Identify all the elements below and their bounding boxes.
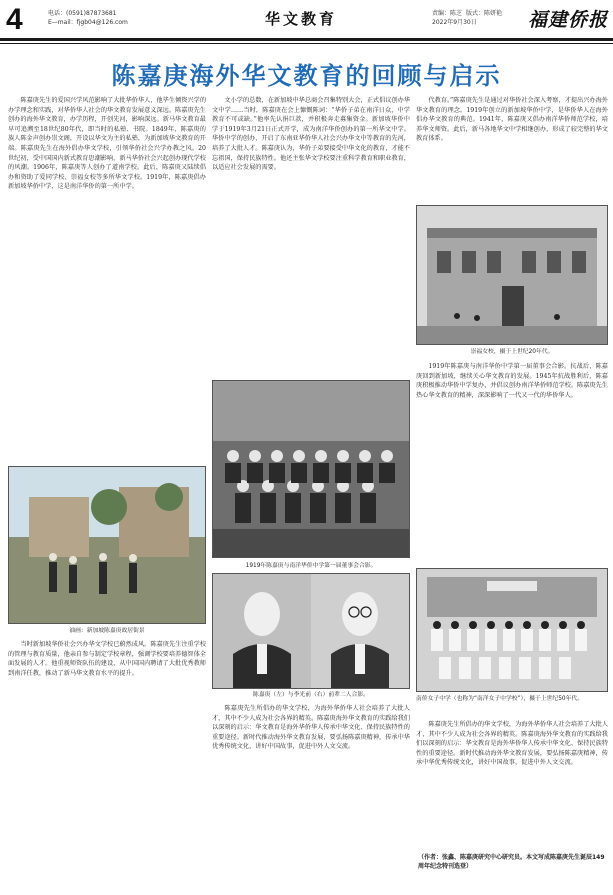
page-header — [0, 0, 613, 40]
header-rule — [0, 38, 613, 41]
email-text: E—mail：fjgb04@126.com — [48, 19, 128, 26]
author-footnote: （作者：张鑫、陈嘉庚研究中心研究员。本文写成陈嘉庚先生诞辰149周年纪念特刊选登） — [418, 854, 605, 870]
street-scene-painting — [8, 466, 206, 624]
portraits-caption: 陈嘉庚（左）与李光前（右）前辈二人合影。 — [253, 692, 369, 698]
group-illustration — [213, 381, 409, 557]
group-photo-caption: 1919年陈嘉庚与南洋华侨中学第一届董事会合影。 — [245, 563, 377, 569]
students-illustration — [417, 569, 607, 691]
column-5-text: 当时新加坡华侨社会兴办华文学校已蔚然成风。陈嘉庚先生注重学校的管理与教育质量，他亲自参与制定学校章程，强调学校要培养德智体全面发展的人才。他重视师资队伍的建设，从中国国内聘请了大批优秀教师到南洋任教，推动了新马华文教育水平的提升。 — [8, 641, 206, 677]
students-caption: 南侨女子中学（也称为“南洋女子中学校”），摄于上世纪50年代。 — [416, 696, 583, 702]
students-photo — [416, 568, 608, 692]
portraits-photo — [212, 573, 410, 689]
street-illustration — [9, 467, 205, 623]
body-column-1 — [8, 96, 206, 461]
body-column-4 — [416, 362, 608, 562]
column-2-text: 文小学的总数，在新加坡中华总商会召集特别大会，正式倡议创办华文中学……当时，陈嘉庚在会上慷慨陈词：“华侨子弟在南洋日众，中学教育不可或缺。”他率先认捐巨款，并积极奔走募集资金。新加坡华侨中学于1919年3月21日正式开学，成为南洋华侨创办的第一所华文中学。华侨中学的创办，开启了东南亚华侨华人社会兴办华文中等教育的先河，培养了大批人才。陈嘉庚认为，华侨子弟要接受中华文化的教育，才能不忘祖国，保持民族特性。他还主张华文学校要注重科学教育和职业教育，以适应社会发展的需要。 — [212, 97, 410, 172]
column-6-text: 陈嘉庚先生所倡办的华文学校，为海外华侨华人社会培养了大批人才，其中不少人成为社会各界的精英。陈嘉庚海外华文教育的实践给我们以深刻的启示：华文教育是海外华侨华人传承中华文化、保持民族特性的重要途径。新时代推动海外华文教育发展，要弘扬陈嘉庚精神，传承中华优秀传统文化，讲好中国故事，促进中外人文交流。 — [212, 705, 410, 751]
street-scene-caption: 油画：新加坡陈嘉庚故居街景 — [69, 628, 145, 634]
column-1-text: 陈嘉庚先生的爱国兴学风范影响了大批华侨华人，他毕生倾资兴学的办学理念和实践，对华侨华人社会的华文教育发展意义深远。陈嘉庚先生创办的海外华文教育，办学历程，开创先河，影响深远。新马华文教育最早可追溯至18世纪80年代，即当时的私塾、书院。1849年，陈嘉庚的族人陈金声创办崇文阁，开设以华文为主的私塾，为新加坡华文教育的开端。陈嘉庚先生在海外倡办华文学校，引领华侨社会兴学办教之风。20世纪初，受中国国内新式教育思潮影响，新马华侨社会兴起创办现代学校的风潮。1906年，陈嘉庚等人创办了道南学校。此后，陈嘉庚又陆续倡办和资助了爱同学校、崇福女校等多所华文学校。1919年，陈嘉庚倡办新加坡华侨中学，这是南洋华侨的第一所中学。 — [8, 97, 206, 191]
issue-meta — [432, 9, 506, 27]
group-photo — [212, 380, 410, 558]
editor-text: 责编：陈芝 — [432, 10, 463, 17]
contact-info — [48, 9, 128, 27]
body-column-3 — [416, 96, 608, 201]
building-illustration — [417, 206, 607, 344]
page-number: 4 — [6, 3, 23, 36]
school-building-caption: 崇福女校，摄于上世纪20年代。 — [470, 349, 554, 355]
body-column-5 — [8, 640, 206, 890]
column-3-text: 代教育。”陈嘉庚先生是通过对华侨社会深入考察，才提出兴办海外华文教育的理念。1919年创立的新加坡华侨中学，是华侨华人在海外倡办华文教育的典范。1941年，陈嘉庚又倡办南洋华侨师范学校，培养华文师资。此后，新马各地华文中学相继创办，形成了较完整的华文教育体系。 — [416, 97, 608, 143]
issue-date: 2022年9月30日 — [432, 19, 477, 26]
portraits-illustration — [213, 574, 409, 688]
header-rule-thin — [0, 43, 613, 44]
section-title: 华文教育 — [265, 10, 338, 28]
phone-text: 电话：(0591)87873681 — [48, 10, 117, 17]
column-7-text: 陈嘉庚先生所倡办的华文学校，为海外华侨华人社会培养了大批人才，其中不少人成为社会各界的精英。陈嘉庚海外华文教育的实践给我们以深刻的启示：华文教育是海外华侨华人传承中华文化、保持民族特性的重要途径。新时代推动海外华文教育发展，要弘扬陈嘉庚精神，传承中华优秀传统文化，讲好中国故事，促进中外人文交流。 — [416, 721, 608, 767]
body-column-7 — [416, 720, 608, 848]
school-building-photo — [416, 205, 608, 345]
article-headline: 陈嘉庚海外华文教育的回顾与启示 — [111, 62, 502, 90]
designer-text: 版式：陈妍艳 — [466, 10, 503, 17]
body-column-6 — [212, 704, 410, 890]
column-4-text: 1919年陈嘉庚与南洋华侨中学第一届董事会合影。抗战后，陈嘉庚回到新加坡，继续关心华文教育的发展。1945年抗战胜利后，陈嘉庚积极推动华侨中学复办，并倡议创办南洋华侨师范学校。陈嘉庚先生热心华文教育的精神，深深影响了一代又一代的华侨华人。 — [416, 363, 608, 399]
newspaper-masthead: 福建侨报 — [528, 9, 609, 31]
